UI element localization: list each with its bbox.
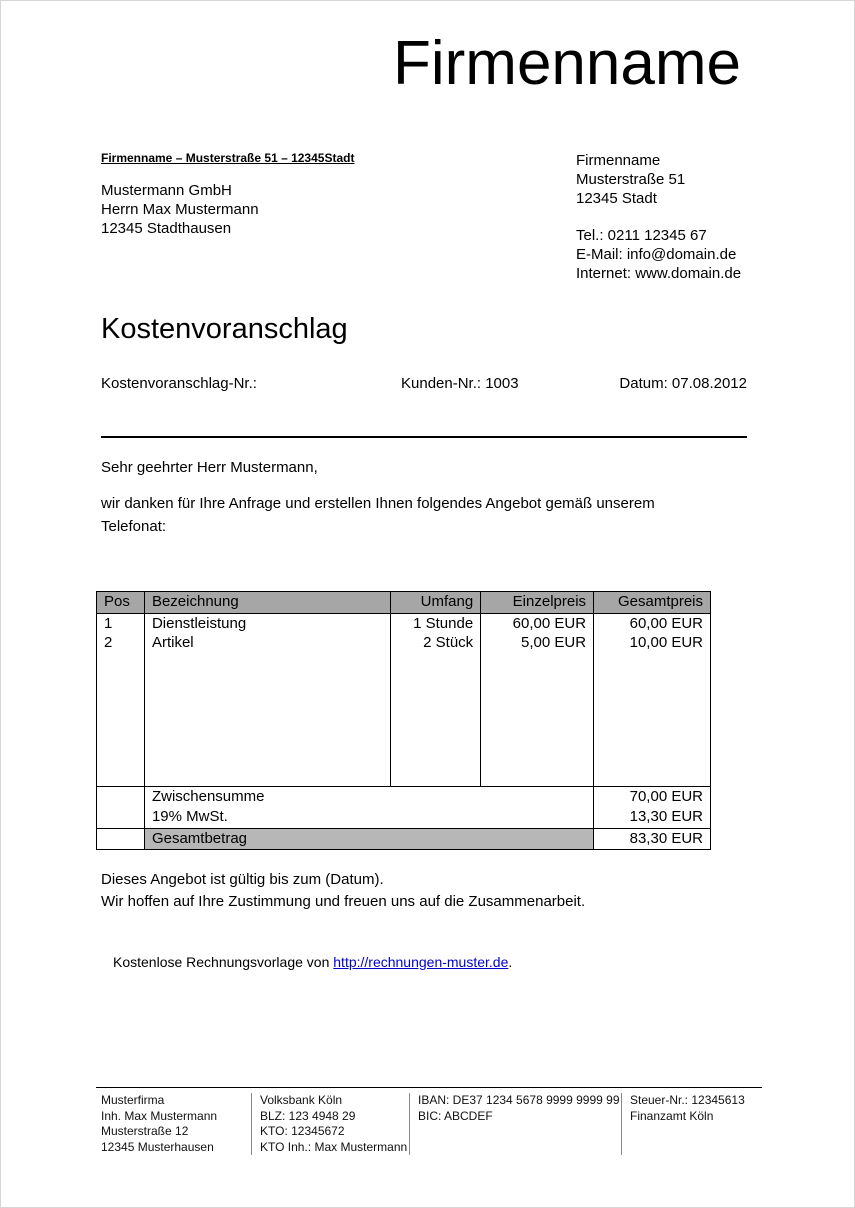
document-meta-row [101,375,747,395]
closing-paragraph [101,869,585,913]
recipient-line-3: 12345 Stadthausen [101,220,232,237]
item-pos: 2 [97,633,145,652]
table-empty-cell [391,652,481,786]
sender-return-address: Firmenname – Musterstraße 51 – 12345Stadt [101,151,355,165]
item-total: 60,00 EUR [594,614,711,634]
item-unit-price: 5,00 EUR [481,633,594,652]
template-source-link[interactable]: http://rechnungen-muster.de [333,954,509,970]
attribution-prefix: Kostenlose Rechnungsvorlage von [113,954,334,970]
attribution-suffix: . [508,954,513,970]
estimate-number-label: Kostenvoranschlag-Nr.: [101,375,257,392]
item-total: 10,00 EUR [594,633,711,652]
summary-empty-cell [97,828,145,849]
vat-label: 19% MwSt. [144,807,593,828]
letterhead-company-title: Firmenname [393,29,741,98]
footer-bank-kto: KTO: 12345672 [260,1124,345,1138]
table-empty-cell [594,652,711,786]
item-unit-price: 60,00 EUR [481,614,594,634]
col-header-quantity: Umfang [391,592,481,614]
intro-paragraph: wir danken für Ihre Anfrage und erstellen Ihnen folgendes Angebot gemäß unserem Telefonat: [101,495,655,535]
company-name: Firmenname [576,152,661,169]
grand-total-label: Gesamtbetrag [144,828,593,849]
closing-line-2: Wir hoffen auf Ihre Zustimmung und freuen uns auf die Zusammenarbeit. [101,893,586,910]
spacer [576,208,741,226]
summary-empty-cell [97,786,145,807]
footer-bank-owner: KTO Inh.: Max Mustermann [260,1139,408,1154]
document-date: Datum: 07.08.2012 [619,375,747,392]
col-header-unit-price: Einzelpreis [481,592,594,614]
grand-total-value: 83,30 EUR [594,828,711,849]
table-empty-cell [144,652,390,786]
table-row-2 [97,633,711,652]
table-empty-space-row [97,652,711,786]
summary-row-subtotal [97,786,711,807]
item-quantity: 1 Stunde [391,614,481,634]
item-pos: 1 [97,614,145,634]
footer-company-owner: Inh. Max Mustermann [101,1108,218,1123]
footer-bic: BIC: ABCDEF [418,1108,493,1123]
subtotal-label: Zwischensumme [144,786,593,807]
item-description: Artikel [144,633,390,652]
footer-iban: IBAN: DE37 1234 5678 9999 9999 99 [418,1093,620,1107]
company-street: Musterstraße 51 [576,171,686,188]
divider-line [101,436,747,438]
col-header-total-price: Gesamtpreis [594,592,711,614]
subtotal-value: 70,00 EUR [629,787,703,805]
document-heading: Kostenvoranschlag [101,313,348,345]
footer-company-name: Musterfirma [101,1093,165,1107]
footer-company-street: Musterstraße 12 [101,1124,189,1138]
table-row-1 [97,614,711,634]
footer-bank-column [251,1093,409,1155]
col-header-description: Bezeichnung [144,592,390,614]
customer-number: Kunden-Nr.: 1003 [401,375,519,392]
recipient-line-2: Herrn Max Mustermann [101,201,259,218]
item-quantity: 2 Stück [391,633,481,652]
footer-company-column [96,1093,251,1155]
closing-line-1: Dieses Angebot ist gültig bis zum (Datum). [101,871,384,888]
attribution-line [113,954,512,970]
vat-value: 13,30 EUR [629,808,703,825]
footer-iban-column [409,1093,621,1155]
recipient-line-1: Mustermann GmbH [101,182,232,199]
table-empty-cell [481,652,594,786]
col-header-pos: Pos [97,592,145,614]
footer-company-city: 12345 Musterhausen [101,1139,214,1154]
summary-empty-cell [97,807,145,828]
footer-tax-column [621,1093,762,1155]
footer-tax-office: Finanzamt Köln [630,1108,714,1123]
salutation: Sehr geehrter Herr Mustermann, [101,459,318,476]
footer-bank-blz: BLZ: 123 4948 29 [260,1108,356,1123]
company-city: 12345 Stadt [576,190,657,207]
summary-row-vat [97,807,711,828]
line-items-table [96,591,711,850]
page-footer [96,1087,762,1155]
company-phone: Tel.: 0211 12345 67 [576,227,707,244]
company-contact-block [576,151,741,283]
item-description: Dienstleistung [144,614,390,634]
recipient-address-block [101,181,259,238]
company-website: Internet: www.domain.de [576,265,742,282]
table-empty-cell [97,652,145,786]
footer-tax-number: Steuer-Nr.: 12345613 [630,1093,745,1107]
company-email: E-Mail: info@domain.de [576,246,737,263]
summary-row-grand-total [97,828,711,849]
footer-bank-name: Volksbank Köln [260,1093,343,1107]
table-header-row [97,592,711,614]
